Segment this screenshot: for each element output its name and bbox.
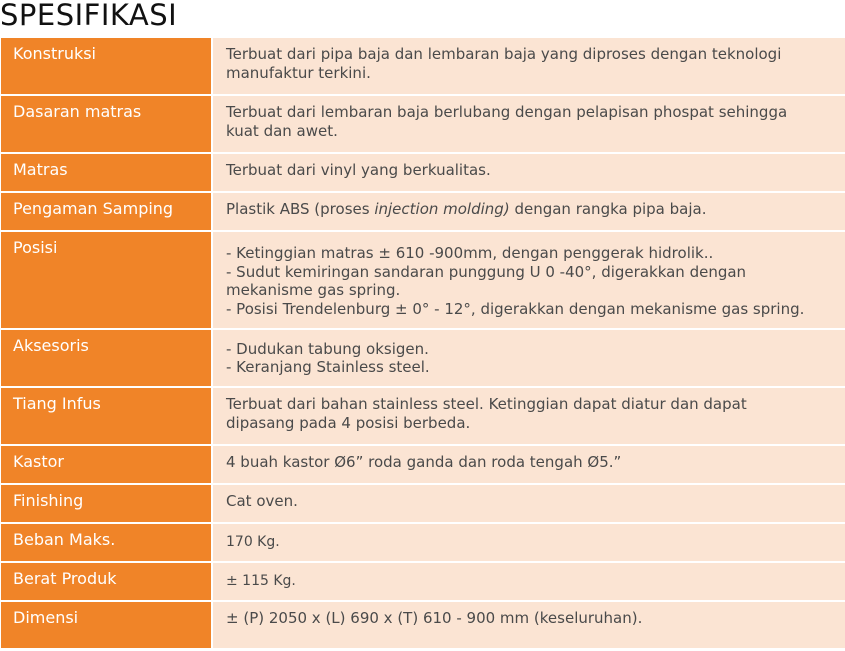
spec-value: Terbuat dari bahan stainless steel. Ketinggian dapat diatur dan dapat dipasang pada 4 posisi berbeda.: [213, 388, 845, 446]
spec-row-beban-maks: [0, 524, 845, 563]
spec-key: Matras: [0, 154, 213, 193]
spec-value: Terbuat dari vinyl yang berkualitas.: [213, 154, 845, 193]
spec-key: Kastor: [0, 446, 213, 485]
spec-row-aksesoris: [0, 330, 845, 388]
spec-value-part: Plastik ABS (proses: [226, 200, 375, 218]
spec-value: ± 115 Kg.: [213, 563, 845, 602]
spec-key: Dasaran matras: [0, 96, 213, 154]
spec-value: [213, 193, 845, 232]
spec-row-tiang-infus: [0, 388, 845, 446]
spec-key: Pengaman Samping: [0, 193, 213, 232]
page-title: SPESIFIKASI: [0, 0, 178, 32]
spec-row-konstruksi: [0, 38, 845, 96]
spec-value: - Ketinggian matras ± 610 -900mm, dengan penggerak hidrolik.. - Sudut kemiringan sandaran punggung U 0 -40°, digerakkan dengan mekanisme gas spring. - Posisi Trendelenburg ± 0° - 12°, digerakkan dengan mekanisme gas spring.: [213, 232, 845, 330]
spec-value: ± (P) 2050 x (L) 690 x (T) 610 - 900 mm (keseluruhan).: [213, 602, 845, 650]
spec-value-emphasis: injection molding): [374, 200, 510, 218]
spec-key: Berat Produk: [0, 563, 213, 602]
spec-value: Cat oven.: [213, 485, 845, 524]
spec-key: Finishing: [0, 485, 213, 524]
spec-value: Terbuat dari lembaran baja berlubang dengan pelapisan phospat sehingga kuat dan awet.: [213, 96, 845, 154]
spec-row-posisi: [0, 232, 845, 330]
spec-key: Konstruksi: [0, 38, 213, 96]
spec-key: Beban Maks.: [0, 524, 213, 563]
spec-row-finishing: [0, 485, 845, 524]
spec-row-matras: [0, 154, 845, 193]
spec-value: Terbuat dari pipa baja dan lembaran baja yang diproses dengan teknologi manufaktur terkini.: [213, 38, 845, 96]
spec-row-dasaran-matras: [0, 96, 845, 154]
spec-key: Posisi: [0, 232, 213, 330]
spec-row-pengaman-samping: [0, 193, 845, 232]
spec-value: 170 Kg.: [213, 524, 845, 563]
spec-row-berat-produk: [0, 563, 845, 602]
spec-row-dimensi: [0, 602, 845, 650]
spec-value-part: dengan rangka pipa baja.: [509, 200, 707, 218]
spec-key: Dimensi: [0, 602, 213, 650]
spec-row-kastor: [0, 446, 845, 485]
spec-key: Tiang Infus: [0, 388, 213, 446]
spec-key: Aksesoris: [0, 330, 213, 388]
spec-value: 4 buah kastor Ø6” roda ganda dan roda tengah Ø5.”: [213, 446, 845, 485]
spec-value: - Dudukan tabung oksigen. - Keranjang Stainless steel.: [213, 330, 845, 388]
spec-table: [0, 38, 845, 650]
